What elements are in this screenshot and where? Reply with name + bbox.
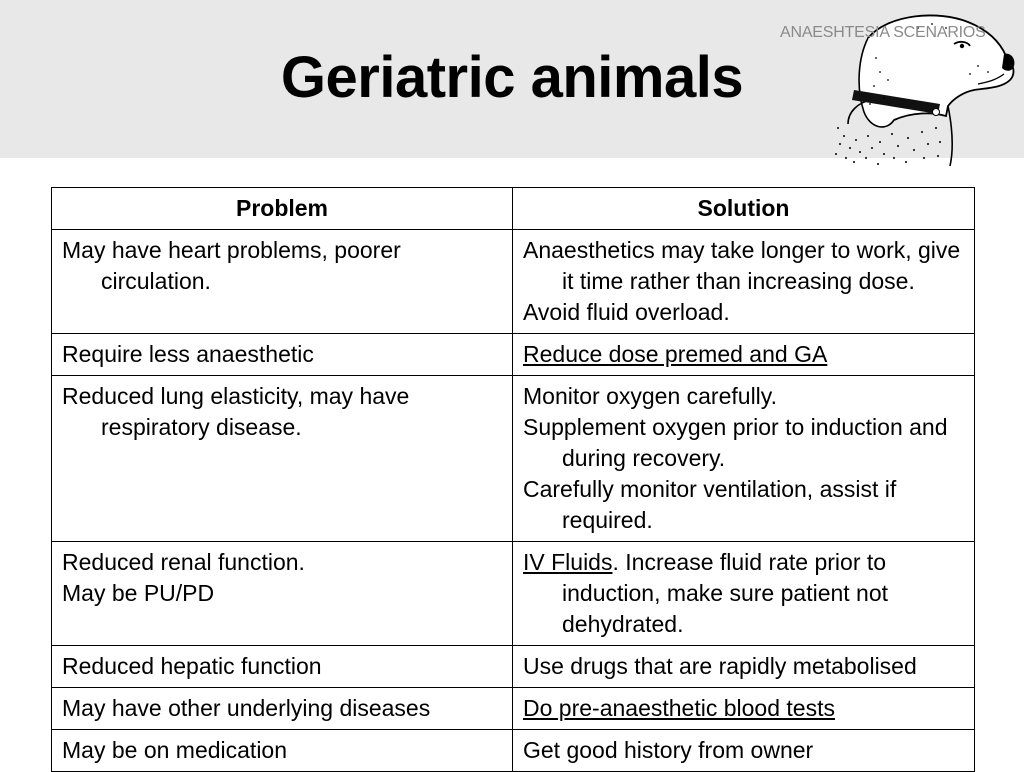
problem-cell: [52, 542, 513, 646]
problem-text: May have other underlying diseases: [62, 695, 431, 721]
slide-header: [0, 0, 1024, 158]
column-header-problem: Problem: [52, 188, 513, 230]
solution-cell: [513, 230, 975, 334]
solution-link[interactable]: Reduce dose premed and GA: [523, 341, 828, 367]
solution-cell: [513, 542, 975, 646]
problem-text: Reduced hepatic function: [62, 653, 322, 679]
problem-text: Reduced lung elasticity, may have respiratory disease.: [62, 383, 410, 440]
problem-cell: [52, 646, 513, 688]
problem-text: May be PU/PD: [62, 580, 215, 606]
solution-text: Avoid fluid overload.: [523, 299, 730, 325]
solution-text: [523, 547, 964, 640]
problem-cell: [52, 230, 513, 334]
table-header-row: [52, 188, 975, 230]
problem-text: Require less anaesthetic: [62, 341, 314, 367]
problem-text: May have heart problems, poorer circulation.: [62, 237, 401, 294]
table-row: [52, 646, 975, 688]
problem-cell: [52, 376, 513, 542]
problem-text: Reduced renal function.: [62, 549, 305, 575]
solution-text: Anaesthetics may take longer to work, give it time rather than increasing dose.: [523, 237, 961, 294]
column-header-solution: Solution: [513, 188, 975, 230]
table-row: [52, 334, 975, 376]
solution-cell: [513, 646, 975, 688]
solution-cell: [513, 334, 975, 376]
problem-cell: [52, 730, 513, 772]
solution-text-rest: . Increase fluid rate prior to induction, make sure patient not dehydrated.: [562, 549, 889, 637]
table-row: [52, 230, 975, 334]
page-title: Geriatric animals: [280, 45, 744, 110]
problem-solution-table: [51, 187, 975, 772]
solution-text: Carefully monitor ventilation, assist if required.: [523, 476, 897, 533]
solution-text: Get good history from owner: [523, 737, 814, 763]
solution-text: Supplement oxygen prior to induction and during recovery.: [523, 414, 948, 471]
solution-cell: [513, 730, 975, 772]
problem-cell: [52, 334, 513, 376]
problem-cell: [52, 688, 513, 730]
table-row: [52, 376, 975, 542]
section-tag: ANAESHTESIA SCENARIOS: [780, 24, 986, 41]
problem-text: May be on medication: [62, 737, 288, 763]
solution-cell: [513, 376, 975, 542]
solution-link[interactable]: Do pre-anaesthetic blood tests: [523, 695, 835, 721]
solution-cell: [513, 688, 975, 730]
table-row: [52, 542, 975, 646]
iv-fluids-link[interactable]: IV Fluids: [523, 549, 613, 575]
table-row: [52, 688, 975, 730]
table-row: [52, 730, 975, 772]
solution-text: Monitor oxygen carefully.: [523, 383, 777, 409]
solution-text: Use drugs that are rapidly metabolised: [523, 653, 917, 679]
